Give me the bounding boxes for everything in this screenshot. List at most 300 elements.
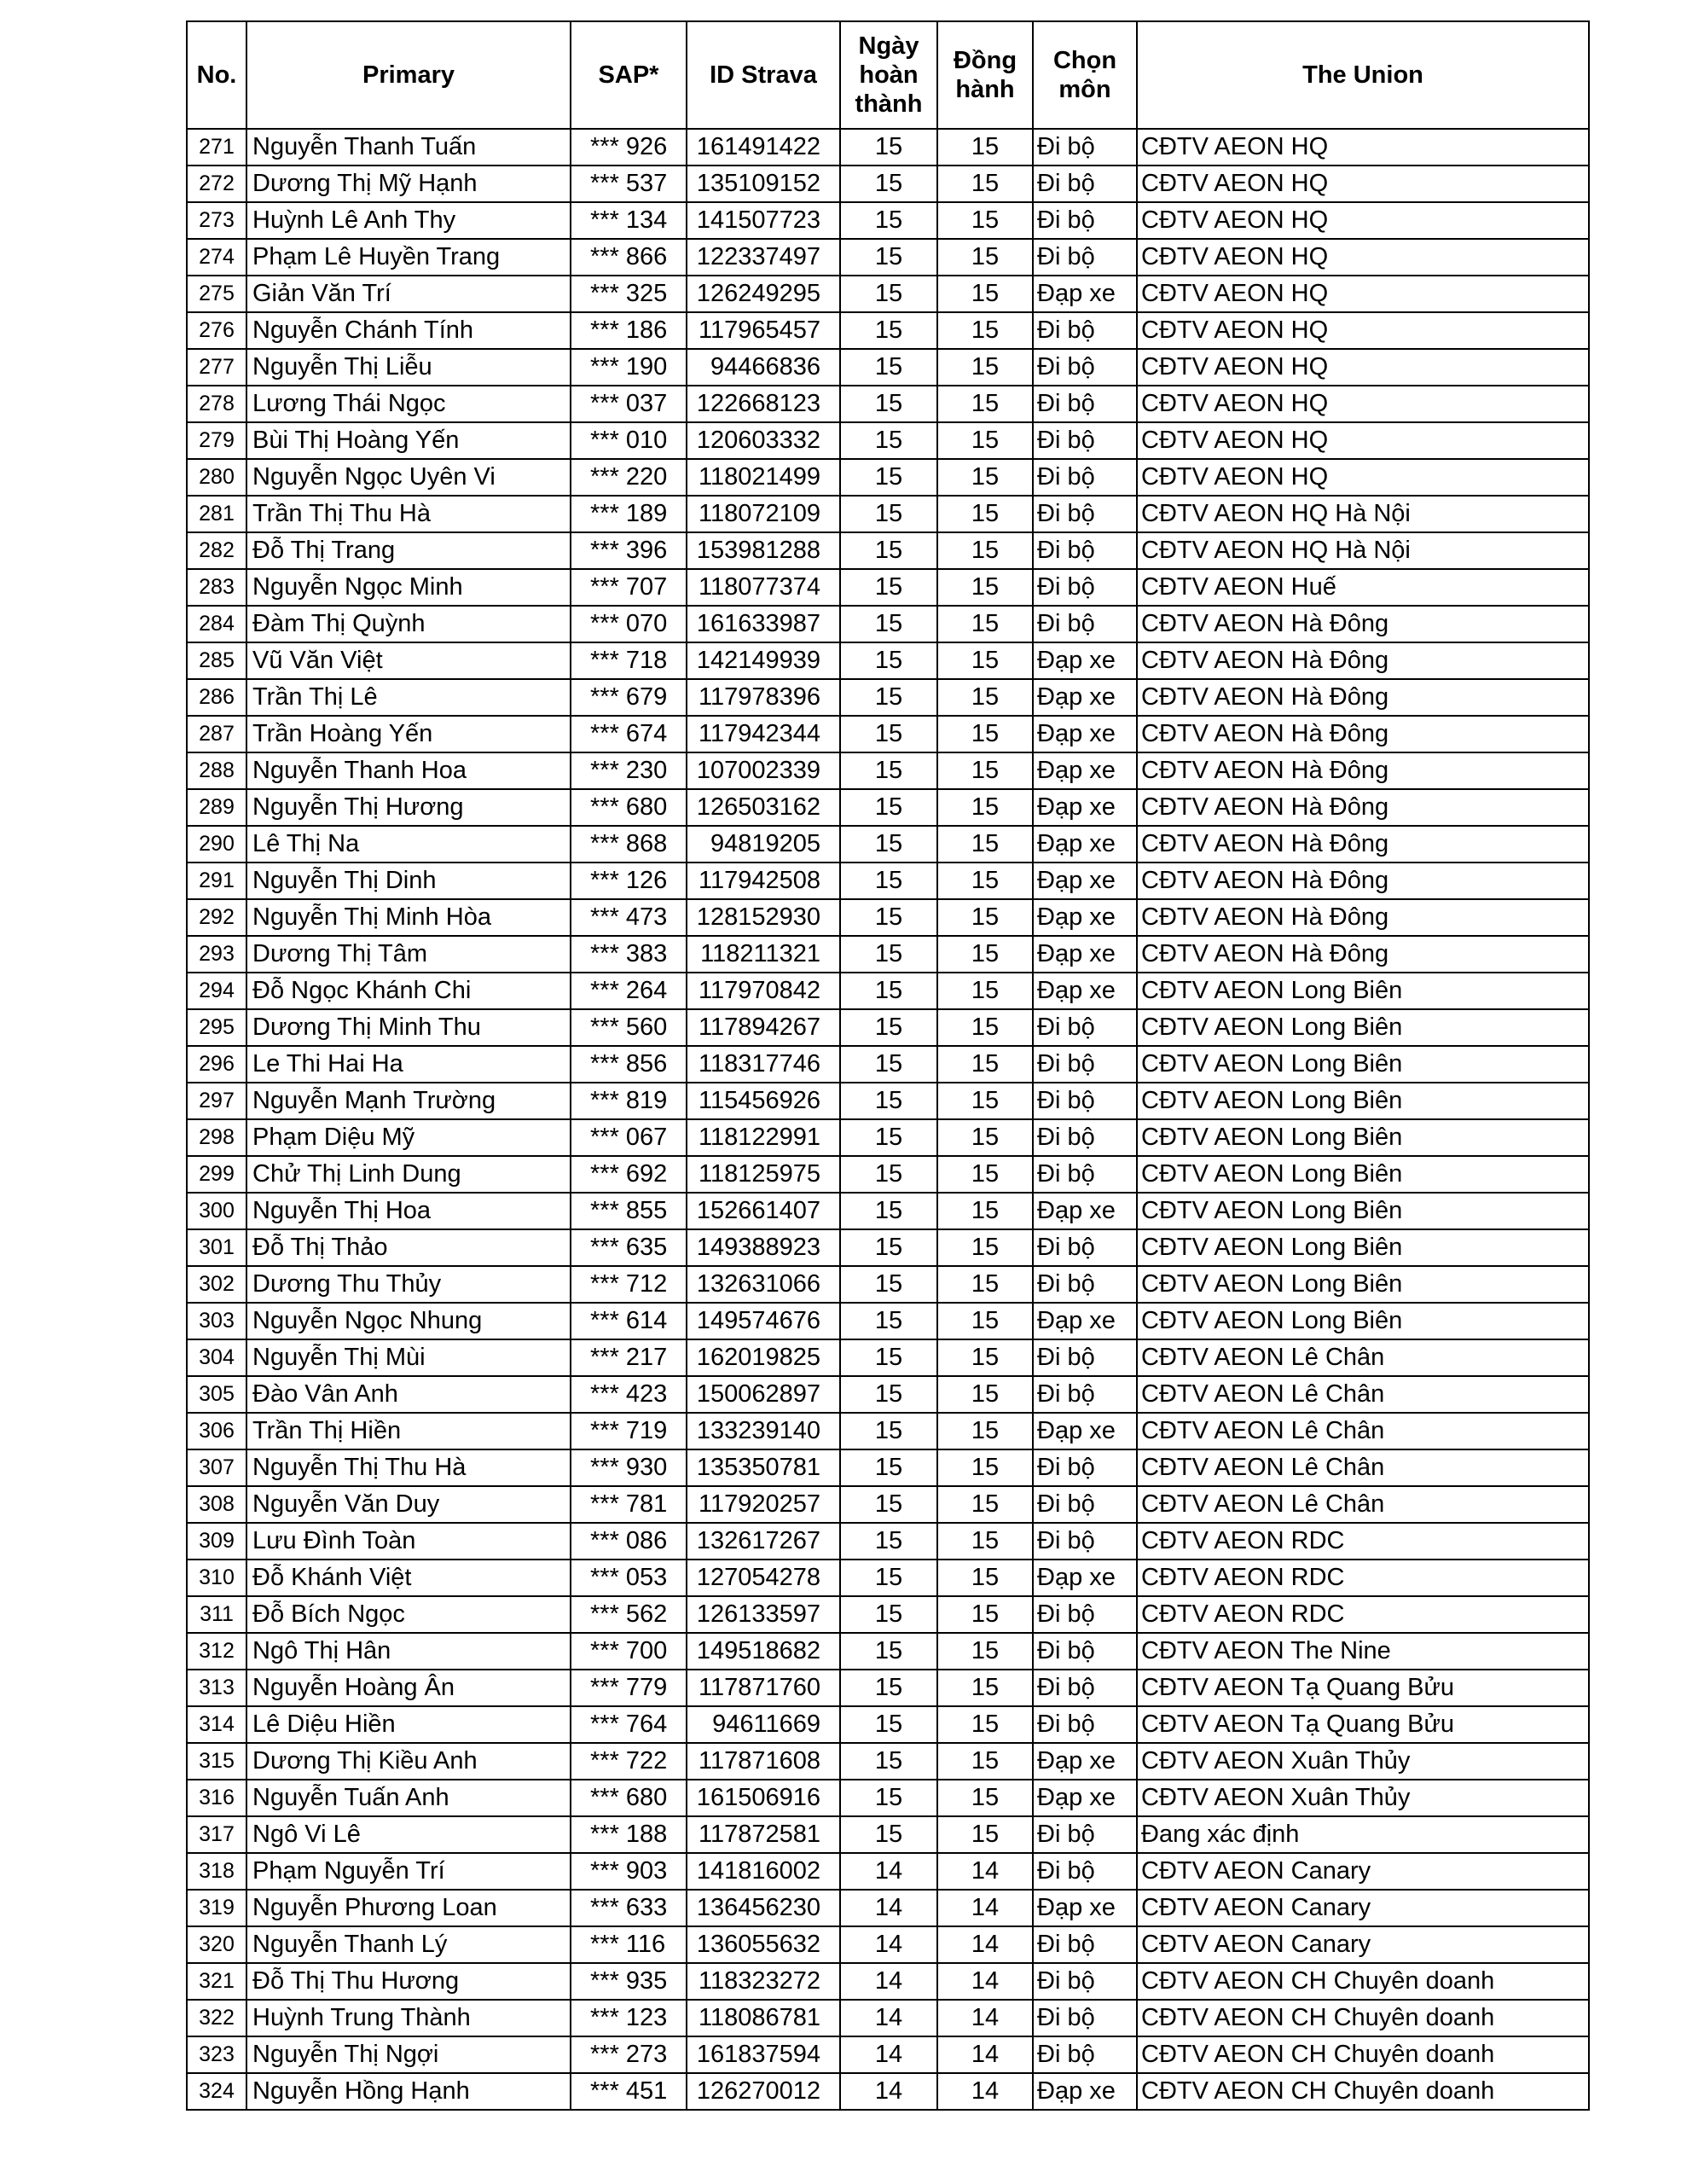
row-number: 324	[187, 2073, 246, 2110]
companion-count: 15	[937, 1119, 1033, 1156]
union-name: CĐTV AEON Canary	[1137, 1853, 1589, 1890]
participant-name: Nguyễn Thanh Tuấn	[246, 129, 571, 166]
table-row	[187, 459, 1589, 496]
sport-choice: Đi bộ	[1033, 1009, 1137, 1046]
strava-id: 117965457	[687, 312, 840, 349]
union-name: CĐTV AEON Hà Đông	[1137, 936, 1589, 973]
table-row	[187, 1743, 1589, 1780]
sport-choice: Đi bộ	[1033, 2000, 1137, 2036]
sport-choice: Đi bộ	[1033, 459, 1137, 496]
companion-count: 15	[937, 1156, 1033, 1193]
sap-code: *** 868	[571, 826, 687, 863]
table-row	[187, 642, 1589, 679]
participant-name: Nguyễn Thanh Lý	[246, 1926, 571, 1963]
participant-name: Dương Thị Minh Thu	[246, 1009, 571, 1046]
days-completed: 15	[840, 1156, 937, 1193]
row-number: 321	[187, 1963, 246, 2000]
companion-count: 15	[937, 276, 1033, 312]
sport-choice: Đạp xe	[1033, 1780, 1137, 1816]
strava-id: 117871608	[687, 1743, 840, 1780]
participant-name: Nguyễn Thị Liễu	[246, 349, 571, 386]
sap-code: *** 680	[571, 789, 687, 826]
days-completed: 15	[840, 679, 937, 716]
participant-name: Đỗ Khánh Việt	[246, 1560, 571, 1596]
companion-count: 15	[937, 496, 1033, 532]
days-completed: 15	[840, 789, 937, 826]
row-number: 304	[187, 1339, 246, 1376]
days-completed: 15	[840, 349, 937, 386]
union-name: CĐTV AEON HQ	[1137, 349, 1589, 386]
participant-name: Chử Thị Linh Dung	[246, 1156, 571, 1193]
strava-id: 120603332	[687, 422, 840, 459]
participant-name: Dương Thị Kiều Anh	[246, 1743, 571, 1780]
companion-count: 15	[937, 1816, 1033, 1853]
companion-count: 15	[937, 239, 1033, 276]
companion-count: 15	[937, 1449, 1033, 1486]
companion-count: 15	[937, 569, 1033, 606]
row-number: 291	[187, 863, 246, 899]
days-completed: 15	[840, 1596, 937, 1633]
participant-name: Đỗ Thị Trang	[246, 532, 571, 569]
row-number: 277	[187, 349, 246, 386]
strava-id: 135109152	[687, 166, 840, 202]
participant-name: Nguyễn Hồng Hạnh	[246, 2073, 571, 2110]
header-no: No.	[187, 21, 246, 129]
sport-choice: Đi bộ	[1033, 1229, 1137, 1266]
days-completed: 15	[840, 422, 937, 459]
participant-name: Nguyễn Mạnh Trường	[246, 1083, 571, 1119]
union-name: CĐTV AEON Tạ Quang Bửu	[1137, 1706, 1589, 1743]
sap-code: *** 190	[571, 349, 687, 386]
row-number: 311	[187, 1596, 246, 1633]
row-number: 317	[187, 1816, 246, 1853]
companion-count: 15	[937, 1633, 1033, 1670]
union-name: CĐTV AEON HQ Hà Nội	[1137, 496, 1589, 532]
sap-code: *** 679	[571, 679, 687, 716]
days-completed: 15	[840, 1670, 937, 1706]
table-row	[187, 1633, 1589, 1670]
sap-code: *** 186	[571, 312, 687, 349]
sap-code: *** 473	[571, 899, 687, 936]
days-completed: 15	[840, 1449, 937, 1486]
sap-code: *** 700	[571, 1633, 687, 1670]
sap-code: *** 692	[571, 1156, 687, 1193]
strava-id: 133239140	[687, 1413, 840, 1449]
days-completed: 15	[840, 312, 937, 349]
participant-name: Dương Thị Tâm	[246, 936, 571, 973]
table-row	[187, 532, 1589, 569]
row-number: 284	[187, 606, 246, 642]
participant-name: Huỳnh Lê Anh Thy	[246, 202, 571, 239]
union-name: CĐTV AEON HQ	[1137, 166, 1589, 202]
companion-count: 15	[937, 752, 1033, 789]
strava-id: 122668123	[687, 386, 840, 422]
strava-id: 94466836	[687, 349, 840, 386]
union-name: CĐTV AEON Long Biên	[1137, 1193, 1589, 1229]
row-number: 299	[187, 1156, 246, 1193]
companion-count: 15	[937, 1596, 1033, 1633]
days-completed: 15	[840, 1780, 937, 1816]
row-number: 272	[187, 166, 246, 202]
table-row	[187, 973, 1589, 1009]
table-row	[187, 2036, 1589, 2073]
sap-code: *** 562	[571, 1596, 687, 1633]
participant-name: Đỗ Thị Thu Hương	[246, 1963, 571, 2000]
sap-code: *** 086	[571, 1523, 687, 1560]
table-row	[187, 1596, 1589, 1633]
row-number: 307	[187, 1449, 246, 1486]
participant-name: Dương Thu Thủy	[246, 1266, 571, 1303]
union-name: CĐTV AEON CH Chuyên doanh	[1137, 2073, 1589, 2110]
strava-id: 118021499	[687, 459, 840, 496]
table-row	[187, 1449, 1589, 1486]
row-number: 310	[187, 1560, 246, 1596]
row-number: 278	[187, 386, 246, 422]
header-sport-line-1: Chọn	[1052, 47, 1117, 74]
days-completed: 15	[840, 166, 937, 202]
strava-id: 141816002	[687, 1853, 840, 1890]
sport-choice: Đạp xe	[1033, 863, 1137, 899]
sport-choice: Đạp xe	[1033, 899, 1137, 936]
table-body	[187, 129, 1589, 2110]
companion-count: 15	[937, 1486, 1033, 1523]
sport-choice: Đi bộ	[1033, 1376, 1137, 1413]
participant-name: Đỗ Ngọc Khánh Chi	[246, 973, 571, 1009]
strava-id: 153981288	[687, 532, 840, 569]
table-row	[187, 166, 1589, 202]
union-name: CĐTV AEON Long Biên	[1137, 1156, 1589, 1193]
companion-count: 15	[937, 679, 1033, 716]
days-completed: 15	[840, 1193, 937, 1229]
days-completed: 15	[840, 826, 937, 863]
strava-id: 150062897	[687, 1376, 840, 1413]
sap-code: *** 217	[571, 1339, 687, 1376]
row-number: 295	[187, 1009, 246, 1046]
table-row	[187, 1670, 1589, 1706]
companion-count: 15	[937, 312, 1033, 349]
union-name: CĐTV AEON HQ	[1137, 312, 1589, 349]
companion-count: 15	[937, 1303, 1033, 1339]
days-completed: 15	[840, 899, 937, 936]
row-number: 279	[187, 422, 246, 459]
row-number: 305	[187, 1376, 246, 1413]
union-name: CĐTV AEON Hà Đông	[1137, 899, 1589, 936]
union-name: CĐTV AEON Hà Đông	[1137, 716, 1589, 752]
row-number: 288	[187, 752, 246, 789]
table-row	[187, 422, 1589, 459]
companion-count: 15	[937, 1083, 1033, 1119]
sport-choice: Đạp xe	[1033, 1413, 1137, 1449]
companion-count: 14	[937, 2073, 1033, 2110]
sport-choice: Đi bộ	[1033, 1633, 1137, 1670]
header-union: The Union	[1137, 21, 1589, 129]
sport-choice: Đạp xe	[1033, 1303, 1137, 1339]
row-number: 283	[187, 569, 246, 606]
row-number: 286	[187, 679, 246, 716]
days-completed: 15	[840, 1633, 937, 1670]
union-name: CĐTV AEON Canary	[1137, 1890, 1589, 1926]
table-row	[187, 496, 1589, 532]
days-completed: 15	[840, 1119, 937, 1156]
sport-choice: Đi bộ	[1033, 1523, 1137, 1560]
strava-id: 128152930	[687, 899, 840, 936]
companion-count: 15	[937, 1560, 1033, 1596]
header-days-line-3: thành	[855, 90, 923, 118]
union-name: CĐTV AEON Hà Đông	[1137, 752, 1589, 789]
companion-count: 15	[937, 826, 1033, 863]
companion-count: 15	[937, 532, 1033, 569]
companion-count: 15	[937, 1009, 1033, 1046]
row-number: 302	[187, 1266, 246, 1303]
companion-count: 15	[937, 1193, 1033, 1229]
sap-code: *** 614	[571, 1303, 687, 1339]
sap-code: *** 451	[571, 2073, 687, 2110]
sport-choice: Đi bộ	[1033, 1083, 1137, 1119]
table-row	[187, 1376, 1589, 1413]
sport-choice: Đạp xe	[1033, 1560, 1137, 1596]
union-name: CĐTV AEON RDC	[1137, 1523, 1589, 1560]
participant-name: Trần Thị Thu Hà	[246, 496, 571, 532]
row-number: 281	[187, 496, 246, 532]
participant-name: Nguyễn Hoàng Ân	[246, 1670, 571, 1706]
strava-id: 117894267	[687, 1009, 840, 1046]
table-row	[187, 1339, 1589, 1376]
companion-count: 15	[937, 716, 1033, 752]
strava-id: 161491422	[687, 129, 840, 166]
days-completed: 15	[840, 1413, 937, 1449]
strava-id: 161506916	[687, 1780, 840, 1816]
union-name: CĐTV AEON CH Chuyên doanh	[1137, 1963, 1589, 2000]
participant-name: Đỗ Bích Ngọc	[246, 1596, 571, 1633]
days-completed: 15	[840, 386, 937, 422]
sport-choice: Đi bộ	[1033, 312, 1137, 349]
table-row	[187, 1853, 1589, 1890]
strava-id: 141507723	[687, 202, 840, 239]
days-completed: 15	[840, 1560, 937, 1596]
table-row	[187, 2073, 1589, 2110]
table-row	[187, 899, 1589, 936]
row-number: 282	[187, 532, 246, 569]
participant-name: Giản Văn Trí	[246, 276, 571, 312]
sport-choice: Đi bộ	[1033, 606, 1137, 642]
table-row	[187, 752, 1589, 789]
sap-code: *** 537	[571, 166, 687, 202]
row-number: 276	[187, 312, 246, 349]
header-strava-id: ID Strava	[687, 21, 840, 129]
sap-code: *** 903	[571, 1853, 687, 1890]
table-row	[187, 1816, 1589, 1853]
participant-table	[186, 20, 1590, 2111]
days-completed: 14	[840, 1853, 937, 1890]
participant-name: Lương Thái Ngọc	[246, 386, 571, 422]
sap-code: *** 230	[571, 752, 687, 789]
companion-count: 15	[937, 642, 1033, 679]
days-completed: 14	[840, 2036, 937, 2073]
participant-name: Lưu Đình Toàn	[246, 1523, 571, 1560]
union-name: CĐTV AEON Canary	[1137, 1926, 1589, 1963]
table-row	[187, 202, 1589, 239]
participant-name: Nguyễn Thị Mùi	[246, 1339, 571, 1376]
union-name: CĐTV AEON HQ	[1137, 422, 1589, 459]
sport-choice: Đạp xe	[1033, 826, 1137, 863]
row-number: 287	[187, 716, 246, 752]
sap-code: *** 188	[571, 1816, 687, 1853]
strava-id: 162019825	[687, 1339, 840, 1376]
row-number: 275	[187, 276, 246, 312]
sap-code: *** 067	[571, 1119, 687, 1156]
row-number: 316	[187, 1780, 246, 1816]
sap-code: *** 220	[571, 459, 687, 496]
row-number: 290	[187, 826, 246, 863]
participant-name: Nguyễn Thị Minh Hòa	[246, 899, 571, 936]
companion-count: 15	[937, 789, 1033, 826]
row-number: 301	[187, 1229, 246, 1266]
union-name: CĐTV AEON Long Biên	[1137, 1009, 1589, 1046]
days-completed: 15	[840, 936, 937, 973]
participant-name: Ngô Vi Lê	[246, 1816, 571, 1853]
union-name: CĐTV AEON RDC	[1137, 1560, 1589, 1596]
table-row	[187, 1560, 1589, 1596]
companion-count: 14	[937, 1890, 1033, 1926]
days-completed: 14	[840, 1890, 937, 1926]
sap-code: *** 396	[571, 532, 687, 569]
sport-choice: Đi bộ	[1033, 1156, 1137, 1193]
table-row	[187, 349, 1589, 386]
participant-name: Vũ Văn Việt	[246, 642, 571, 679]
header-companion	[937, 21, 1033, 129]
sport-choice: Đạp xe	[1033, 1743, 1137, 1780]
strava-id: 118317746	[687, 1046, 840, 1083]
strava-id: 115456926	[687, 1083, 840, 1119]
days-completed: 15	[840, 606, 937, 642]
days-completed: 15	[840, 1486, 937, 1523]
table-row	[187, 1046, 1589, 1083]
days-completed: 15	[840, 496, 937, 532]
row-number: 303	[187, 1303, 246, 1339]
strava-id: 126503162	[687, 789, 840, 826]
strava-id: 118086781	[687, 2000, 840, 2036]
participant-name: Trần Hoàng Yến	[246, 716, 571, 752]
union-name: CĐTV AEON Long Biên	[1137, 1229, 1589, 1266]
sport-choice: Đạp xe	[1033, 642, 1137, 679]
union-name: CĐTV AEON CH Chuyên doanh	[1137, 2036, 1589, 2073]
row-number: 296	[187, 1046, 246, 1083]
union-name: CĐTV AEON Hà Đông	[1137, 679, 1589, 716]
sap-code: *** 053	[571, 1560, 687, 1596]
sap-code: *** 189	[571, 496, 687, 532]
companion-count: 15	[937, 1229, 1033, 1266]
strava-id: 132617267	[687, 1523, 840, 1560]
participant-name: Nguyễn Thị Ngợi	[246, 2036, 571, 2073]
table-row	[187, 1963, 1589, 2000]
sport-choice: Đi bộ	[1033, 532, 1137, 569]
table-row	[187, 276, 1589, 312]
table-row	[187, 826, 1589, 863]
companion-count: 14	[937, 1963, 1033, 2000]
sap-code: *** 718	[571, 642, 687, 679]
sport-choice: Đạp xe	[1033, 789, 1137, 826]
union-name: CĐTV AEON Lê Chân	[1137, 1413, 1589, 1449]
sport-choice: Đi bộ	[1033, 202, 1137, 239]
participant-sheet	[186, 20, 1588, 2111]
header-days-line-1: Ngày	[858, 32, 919, 60]
companion-count: 15	[937, 422, 1033, 459]
table-row	[187, 129, 1589, 166]
companion-count: 15	[937, 166, 1033, 202]
strava-id: 126270012	[687, 2073, 840, 2110]
participant-name: Nguyễn Ngọc Minh	[246, 569, 571, 606]
sport-choice: Đi bộ	[1033, 239, 1137, 276]
sap-code: *** 866	[571, 239, 687, 276]
row-number: 293	[187, 936, 246, 973]
table-row	[187, 569, 1589, 606]
sport-choice: Đạp xe	[1033, 973, 1137, 1009]
sap-code: *** 635	[571, 1229, 687, 1266]
union-name: CĐTV AEON Long Biên	[1137, 1119, 1589, 1156]
table-row	[187, 863, 1589, 899]
days-completed: 15	[840, 459, 937, 496]
strava-id: 118323272	[687, 1963, 840, 2000]
days-completed: 15	[840, 642, 937, 679]
companion-count: 15	[937, 1376, 1033, 1413]
participant-name: Dương Thị Mỹ Hạnh	[246, 166, 571, 202]
row-number: 300	[187, 1193, 246, 1229]
sport-choice: Đạp xe	[1033, 716, 1137, 752]
row-number: 323	[187, 2036, 246, 2073]
union-name: CĐTV AEON Lê Chân	[1137, 1376, 1589, 1413]
days-completed: 14	[840, 1926, 937, 1963]
strava-id: 136055632	[687, 1926, 840, 1963]
union-name: CĐTV AEON Long Biên	[1137, 1303, 1589, 1339]
table-row	[187, 1926, 1589, 1963]
participant-name: Lê Diệu Hiền	[246, 1706, 571, 1743]
sport-choice: Đi bộ	[1033, 1926, 1137, 1963]
days-completed: 15	[840, 863, 937, 899]
sport-choice: Đạp xe	[1033, 1193, 1137, 1229]
participant-name: Nguyễn Tuấn Anh	[246, 1780, 571, 1816]
sport-choice: Đi bộ	[1033, 166, 1137, 202]
row-number: 315	[187, 1743, 246, 1780]
sap-code: *** 779	[571, 1670, 687, 1706]
row-number: 322	[187, 2000, 246, 2036]
strava-id: 135350781	[687, 1449, 840, 1486]
sap-code: *** 423	[571, 1376, 687, 1413]
row-number: 292	[187, 899, 246, 936]
sport-choice: Đi bộ	[1033, 2036, 1137, 2073]
union-name: CĐTV AEON CH Chuyên doanh	[1137, 2000, 1589, 2036]
table-header	[187, 21, 1589, 129]
strava-id: 136456230	[687, 1890, 840, 1926]
header-sap: SAP*	[571, 21, 687, 129]
row-number: 309	[187, 1523, 246, 1560]
sap-code: *** 010	[571, 422, 687, 459]
strava-id: 117978396	[687, 679, 840, 716]
sap-code: *** 926	[571, 129, 687, 166]
participant-name: Nguyễn Thị Hương	[246, 789, 571, 826]
participant-name: Trần Thị Lê	[246, 679, 571, 716]
union-name: CĐTV AEON Hà Đông	[1137, 606, 1589, 642]
table-row	[187, 679, 1589, 716]
companion-count: 14	[937, 1926, 1033, 1963]
table-row	[187, 1009, 1589, 1046]
header-companion-line-2: hành	[955, 76, 1015, 103]
table-row	[187, 386, 1589, 422]
companion-count: 15	[937, 1706, 1033, 1743]
companion-count: 15	[937, 606, 1033, 642]
days-completed: 15	[840, 202, 937, 239]
companion-count: 14	[937, 2036, 1033, 2073]
table-row	[187, 239, 1589, 276]
